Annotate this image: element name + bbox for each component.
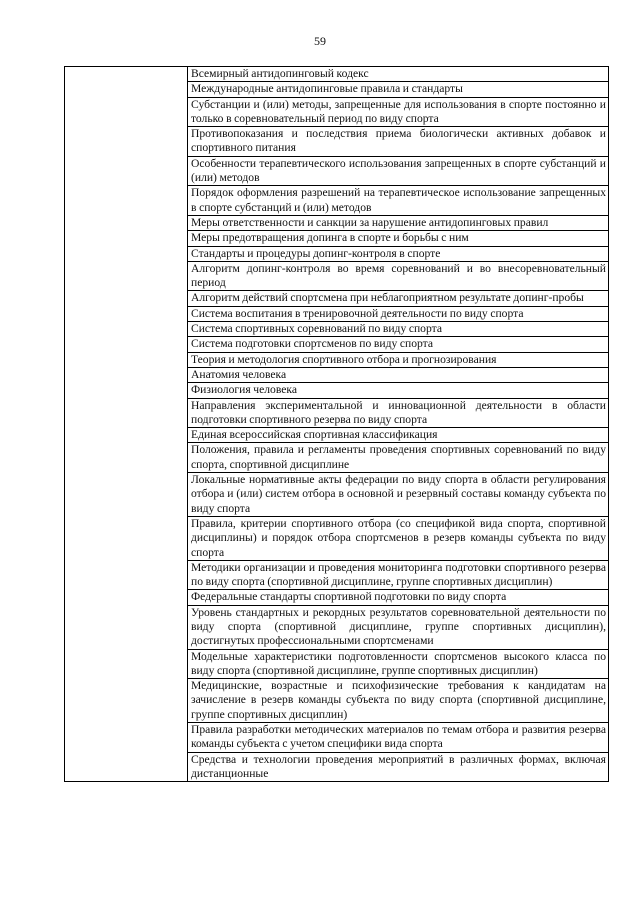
knowledge-item-cell: Стандарты и процедуры допинг-контроля в спорте: [188, 246, 609, 261]
table-body: [65, 67, 609, 782]
knowledge-item-cell: Система подготовки спортсменов по виду спорта: [188, 337, 609, 352]
knowledge-item-cell: Особенности терапевтического использования запрещенных в спорте субстанций и (или) методов: [188, 156, 609, 186]
knowledge-item-cell: Теория и методология спортивного отбора и прогнозирования: [188, 352, 609, 367]
knowledge-item-cell: Методики организации и проведения мониторинга подготовки спортивного резерва по виду спорта (спортивной дисциплине, группе спортивных дисциплин): [188, 560, 609, 590]
knowledge-item-cell: Уровень стандартных и рекордных результатов соревновательной деятельности по виду спорта (спортивной дисциплине, группе спортивных дисциплин), достигнутых профессиональными спортсменами: [188, 605, 609, 649]
knowledge-item-cell: Система воспитания в тренировочной деятельности по виду спорта: [188, 306, 609, 321]
knowledge-item-cell: Правила, критерии спортивного отбора (со спецификой вида спорта, спортивной дисциплины) и порядок отбора спортсменов в резерв команды субъекта по виду спорта: [188, 516, 609, 560]
knowledge-item-cell: Меры предотвращения допинга в спорте и борьбы с ним: [188, 231, 609, 246]
knowledge-item-cell: Меры ответственности и санкции за нарушение антидопинговых правил: [188, 215, 609, 230]
knowledge-item-cell: Модельные характеристики подготовленности спортсменов высокого класса по виду спорта (спортивной дисциплине, группе спортивных дисциплин): [188, 649, 609, 679]
knowledge-item-cell: Алгоритм действий спортсмена при неблагоприятном результате допинг-пробы: [188, 291, 609, 306]
knowledge-item-cell: Федеральные стандарты спортивной подготовки по виду спорта: [188, 590, 609, 605]
knowledge-item-cell: Медицинские, возрастные и психофизические требования к кандидатам на зачисление в резерв команды субъекта по виду спорта (спортивной дисциплине, группе спортивных дисциплин): [188, 679, 609, 723]
left-column-cell: [65, 67, 188, 782]
knowledge-item-cell: Международные антидопинговые правила и стандарты: [188, 82, 609, 97]
knowledge-item-cell: Положения, правила и регламенты проведения спортивных соревнований по виду спорта, спортивной дисциплине: [188, 443, 609, 473]
knowledge-item-cell: Алгоритм допинг-контроля во время соревнований и во внесоревновательный период: [188, 261, 609, 291]
knowledge-item-cell: Локальные нормативные акты федерации по виду спорта в области регулирования отбора и (или) систем отбора в основной и резервный составы команду субъекта по виду спорта: [188, 473, 609, 517]
knowledge-item-cell: Правила разработки методических материалов по темам отбора и развития резерва команды субъекта с учетом специфики вида спорта: [188, 723, 609, 753]
knowledge-item-cell: Направления экспериментальной и инновационной деятельности в области подготовки спортивного резерва по виду спорта: [188, 398, 609, 428]
page-number: 59: [314, 34, 326, 48]
knowledge-item-cell: Средства и технологии проведения мероприятий в различных формах, включая дистанционные: [188, 752, 609, 782]
knowledge-item-cell: Единая всероссийская спортивная классификация: [188, 428, 609, 443]
knowledge-item-cell: Анатомия человека: [188, 367, 609, 382]
knowledge-item-cell: Противопоказания и последствия приема биологически активных добавок и спортивного питания: [188, 127, 609, 157]
table-row: [65, 67, 609, 82]
knowledge-table: [64, 66, 609, 782]
knowledge-item-cell: Физиология человека: [188, 383, 609, 398]
knowledge-item-cell: Система спортивных соревнований по виду спорта: [188, 322, 609, 337]
knowledge-item-cell: Порядок оформления разрешений на терапевтическое использование запрещенных в спорте субстанций и (или) методов: [188, 186, 609, 216]
knowledge-item-cell: Всемирный антидопинговый кодекс: [188, 67, 609, 82]
knowledge-item-cell: Субстанции и (или) методы, запрещенные для использования в спорте постоянно и только в соревновательный период по виду спорта: [188, 97, 609, 127]
